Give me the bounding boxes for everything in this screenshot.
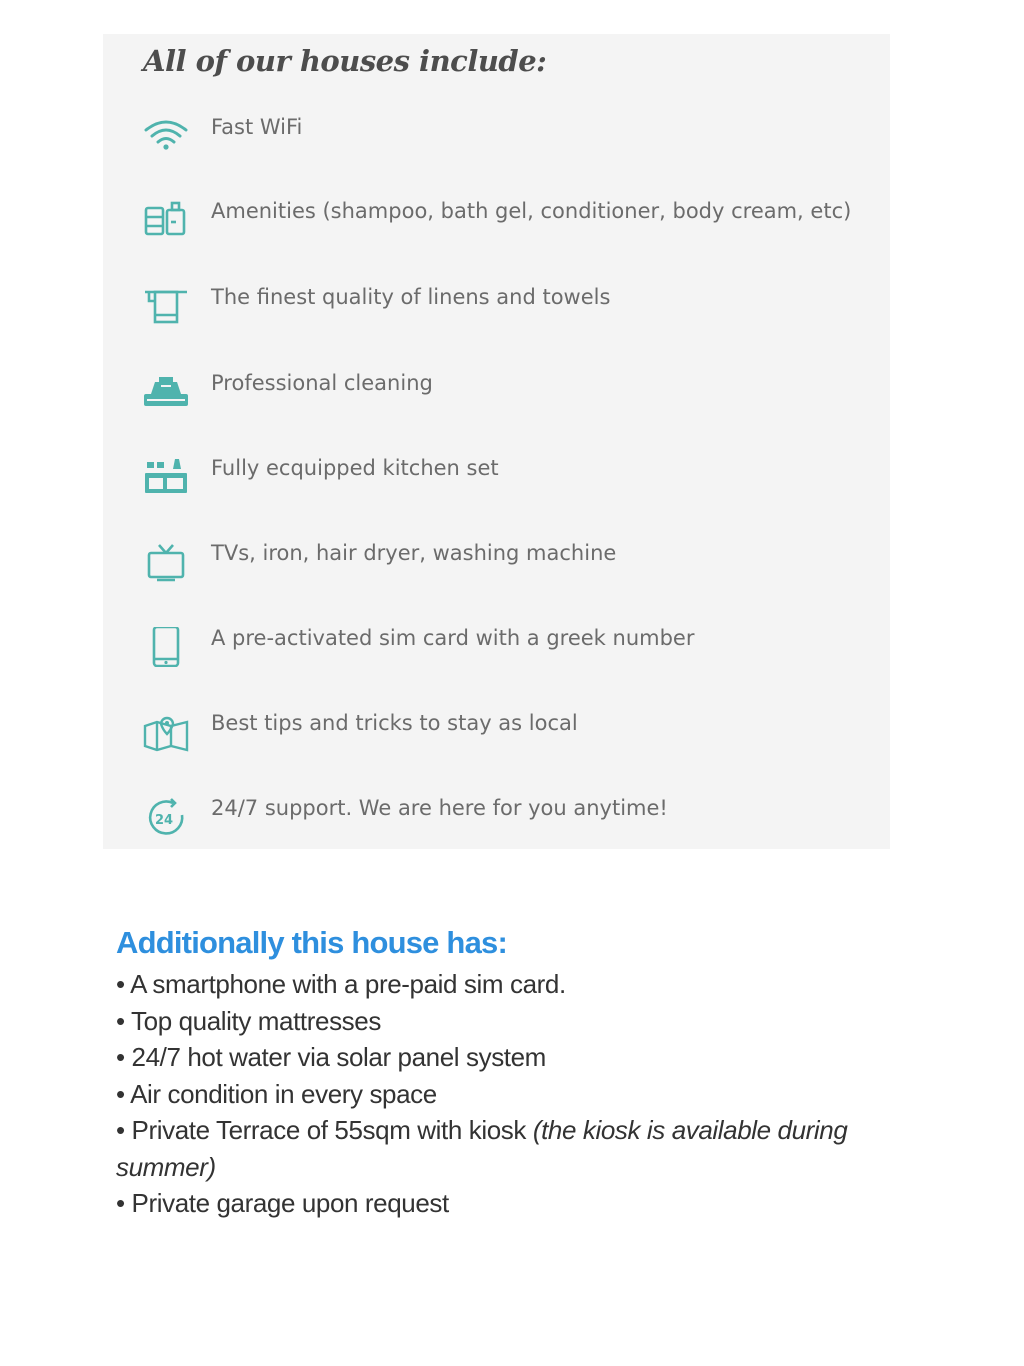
amenities-panel bbox=[103, 34, 890, 849]
feature-text: A pre-activated sim card with a greek number bbox=[211, 626, 695, 650]
kitchen-icon bbox=[141, 457, 191, 497]
feature-item bbox=[103, 457, 890, 517]
cleaning-icon bbox=[141, 372, 191, 412]
feature-text: 24/7 support. We are here for you anytime! bbox=[211, 796, 668, 820]
feature-item bbox=[103, 627, 890, 687]
feature-text: The finest quality of linens and towels bbox=[211, 285, 611, 309]
feature-item bbox=[103, 200, 890, 260]
feature-text: Best tips and tricks to stay as local bbox=[211, 711, 578, 735]
feature-item bbox=[103, 542, 890, 602]
list-item: • Top quality mattresses bbox=[116, 1005, 381, 1036]
support-24-icon bbox=[141, 797, 191, 837]
additional-title: Additionally this house has: bbox=[116, 925, 507, 960]
feature-item bbox=[103, 286, 890, 346]
feature-text: Amenities (shampoo, bath gel, conditioner, body cream, etc) bbox=[211, 199, 852, 223]
feature-item bbox=[103, 797, 890, 857]
list-item: • Private Terrace of 55sqm with kiosk (the kiosk is available during summer) bbox=[116, 1115, 848, 1182]
kiosk-note: (the kiosk is available during summer) bbox=[116, 1115, 848, 1182]
amenities-icon bbox=[141, 200, 191, 240]
additional-section bbox=[116, 924, 916, 1222]
feature-item bbox=[103, 712, 890, 772]
list-item: • Private garage upon request bbox=[116, 1188, 449, 1218]
list-item: • 24/7 hot water via solar panel system bbox=[116, 1042, 546, 1072]
list-item: • Air condition in every space bbox=[116, 1078, 437, 1109]
feature-item bbox=[103, 116, 890, 176]
tv-icon bbox=[141, 542, 191, 582]
support-badge-text: 24 bbox=[154, 813, 174, 828]
feature-item bbox=[103, 372, 890, 432]
feature-text: Fast WiFi bbox=[211, 115, 303, 139]
towel-icon bbox=[141, 286, 191, 326]
map-icon bbox=[141, 712, 191, 752]
panel-title: All of our houses include: bbox=[143, 44, 547, 78]
feature-text: Fully ecquipped kitchen set bbox=[211, 456, 499, 480]
additional-list bbox=[116, 966, 916, 1222]
feature-text: TVs, iron, hair dryer, washing machine bbox=[211, 541, 617, 565]
wifi-icon bbox=[141, 116, 191, 156]
phone-icon bbox=[141, 627, 191, 667]
feature-text: Professional cleaning bbox=[211, 371, 433, 395]
list-item: • A smartphone with a pre-paid sim card. bbox=[116, 969, 566, 999]
